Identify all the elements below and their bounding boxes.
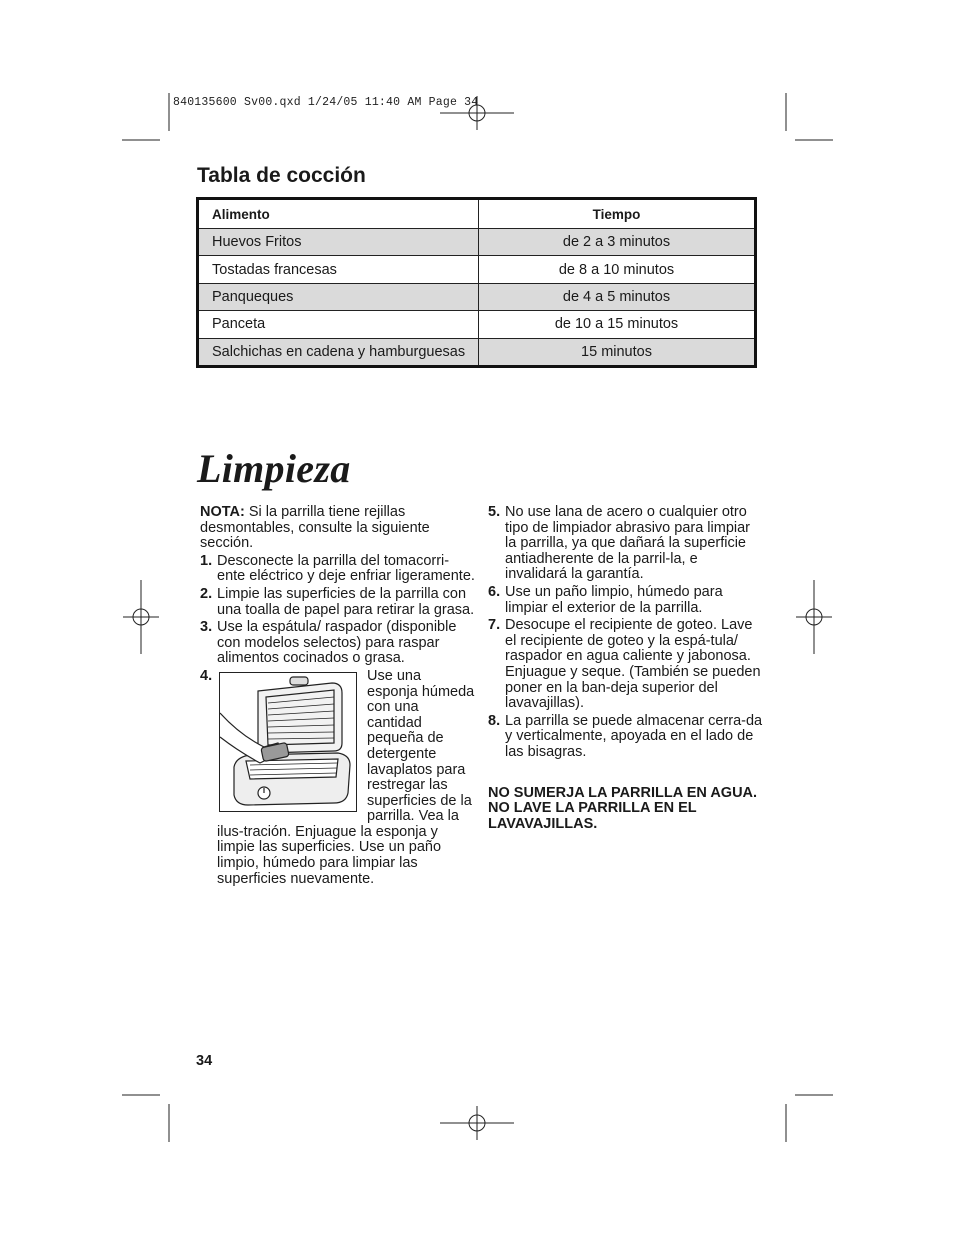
table-row bbox=[199, 283, 754, 310]
food-cell: Tostadas francesas bbox=[199, 256, 479, 282]
step-number: 1. bbox=[200, 552, 213, 569]
table-header-row bbox=[199, 200, 754, 228]
cooking-table-title: Tabla de cocción bbox=[197, 164, 366, 187]
step-number: 6. bbox=[488, 583, 501, 600]
column-header-time: Tiempo bbox=[592, 206, 641, 222]
step-number: 2. bbox=[200, 585, 213, 602]
registration-mark-right bbox=[796, 580, 832, 654]
step-text: Use un paño limpio, húmedo para limpiar el exterior de la parrilla. bbox=[505, 583, 723, 616]
step-number: 7. bbox=[488, 617, 501, 634]
step-item bbox=[200, 620, 475, 667]
grill-cleaning-illustration bbox=[219, 672, 357, 812]
cleaning-column-right bbox=[488, 505, 763, 832]
step-text: Use una esponja húmeda con una cantidad pequeña de detergente lavaplatos para restregar las superficies de la parrilla. Vea la ilus-tración. Enjuague la esponja y limpie las superficies. Use un paño limpio, húmedo para limpiar las superficies nuevamente. bbox=[217, 667, 475, 887]
step-item bbox=[200, 587, 475, 618]
table-row bbox=[199, 228, 754, 255]
step-item bbox=[200, 669, 475, 887]
table-row bbox=[199, 255, 754, 282]
step-item bbox=[488, 585, 763, 616]
note-paragraph bbox=[200, 505, 475, 552]
time-cell: de 8 a 10 minutos bbox=[558, 261, 675, 278]
step-text: Use la espátula/ raspador (disponible con modelos selectos) para raspar alimentos cocinados o grasa. bbox=[217, 619, 457, 667]
cleaning-column-left bbox=[200, 505, 475, 889]
step-number: 3. bbox=[200, 619, 213, 636]
step-item bbox=[488, 618, 763, 712]
step-item bbox=[200, 554, 475, 585]
step-number: 8. bbox=[488, 712, 501, 729]
column-header-food: Alimento bbox=[199, 200, 479, 228]
table-row bbox=[199, 338, 754, 365]
registration-mark-left bbox=[123, 580, 159, 654]
step-text: La parrilla se puede almacenar cerra-da y verticalmente, apoyada en el lado de las bisagras. bbox=[505, 712, 763, 760]
page-number: 34 bbox=[196, 1053, 213, 1069]
step-number: 4. bbox=[200, 667, 213, 684]
time-cell: de 2 a 3 minutos bbox=[562, 234, 671, 251]
step-number: 5. bbox=[488, 504, 501, 520]
time-cell: de 4 a 5 minutos bbox=[562, 288, 671, 305]
note-label: NOTA: bbox=[200, 504, 245, 520]
cleaning-title: Limpieza bbox=[197, 446, 351, 491]
food-cell: Salchichas en cadena y hamburguesas bbox=[199, 339, 479, 365]
food-cell: Panceta bbox=[199, 311, 479, 337]
step-text: Desocupe el recipiente de goteo. Lave el recipiente de goteo y la espá-tula/ raspador en agua caliente y jabonosa. Enjuague y seque. (También se pueden poner en la ban-deja superior del lavavajillas). bbox=[505, 617, 761, 712]
cooking-table bbox=[196, 197, 757, 368]
step-text: Desconecte la parrilla del tomacorri-ente eléctrico y deje enfriar ligeramente. bbox=[217, 552, 475, 585]
step-text: Limpie las superficies de la parrilla con una toalla de papel para retirar la grasa. bbox=[217, 585, 475, 618]
food-cell: Huevos Fritos bbox=[199, 229, 479, 255]
warning-text: NO SUMERJA LA PARRILLA EN AGUA. NO LAVE LA PARRILLA EN EL LAVAVAJILLAS. bbox=[488, 784, 758, 832]
food-cell: Panqueques bbox=[199, 284, 479, 310]
step-item bbox=[488, 505, 763, 583]
step-item bbox=[488, 714, 763, 761]
time-cell: de 10 a 15 minutos bbox=[554, 316, 679, 333]
time-cell: 15 minutos bbox=[581, 343, 652, 360]
step-text: No use lana de acero o cualquier otro tipo de limpiador abrasivo para limpiar la parrilla, ya que dañará la superficie antiadherente de la parril-la, e invalidará la garantía. bbox=[505, 504, 751, 583]
table-row bbox=[199, 310, 754, 337]
registration-mark-bottom bbox=[440, 1106, 514, 1140]
file-slug: 840135600 Sv00.qxd 1/24/05 11:40 AM Page 34 bbox=[173, 96, 479, 109]
note-text: Si la parrilla tiene rejillas desmontables, consulte la siguiente sección. bbox=[200, 504, 430, 552]
